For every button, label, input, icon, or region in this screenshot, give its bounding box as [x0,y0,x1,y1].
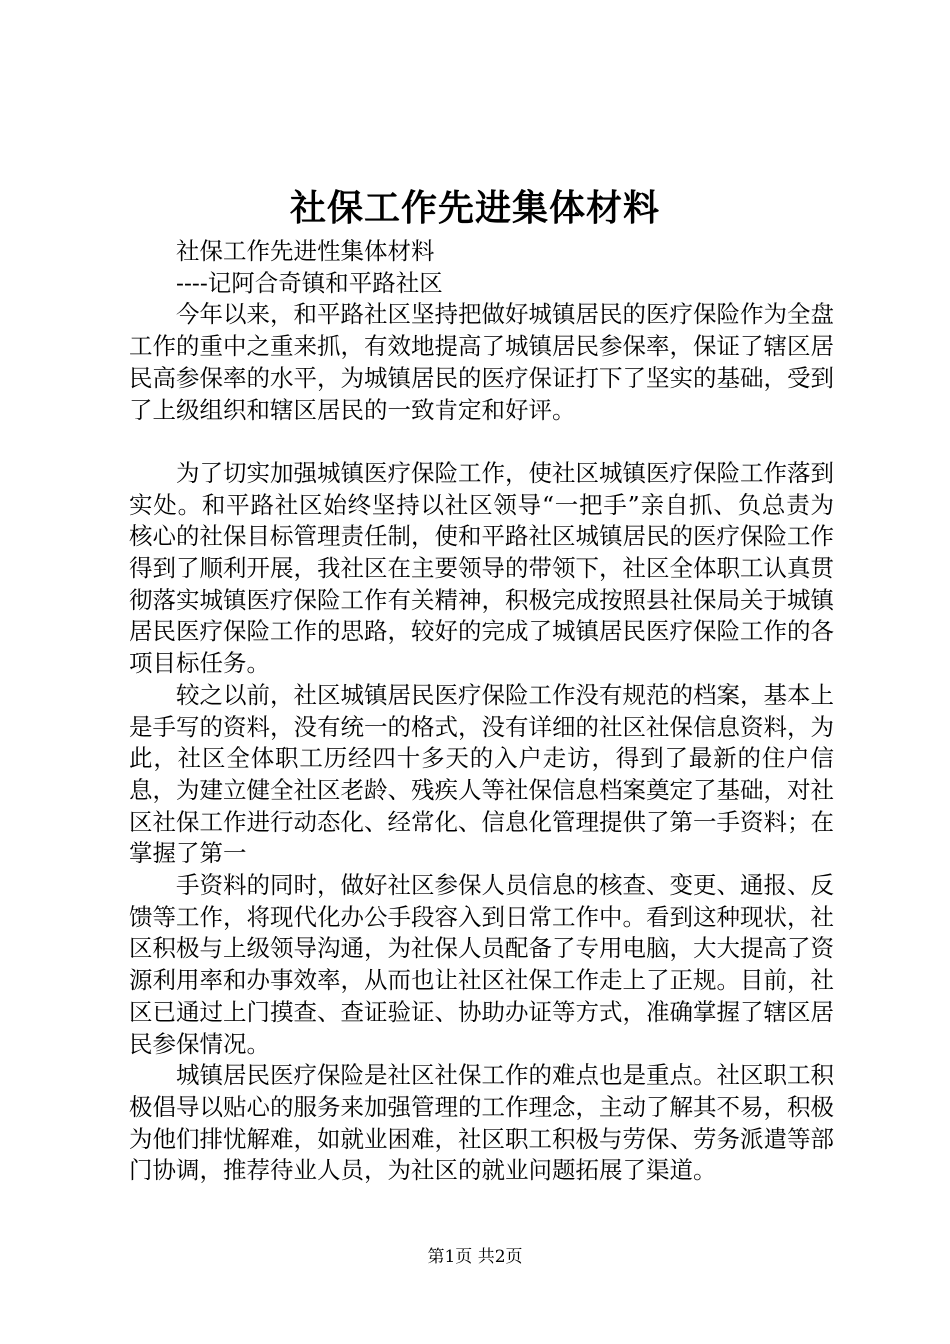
body-paragraph: 手资料的同时，做好社区参保人员信息的核查、变更、通报、反馈等工作，将现代化办公手段容入到日常工作中。看到这种现状，社区积极与上级领导沟通，为社保人员配备了专用电脑，大大提高了资源利用率和办事效率，从而也让社区社保工作走上了正规。目前，社区已通过上门摸查、查证验证、协助办证等方式，准确掌握了辖区居民参保情况。 [129,871,834,1058]
body-paragraph: 较之以前，社区城镇居民医疗保险工作没有规范的档案，基本上是手写的资料，没有统一的格式，没有详细的社区社保信息资料，为此，社区全体职工历经四十多天的入户走访，得到了最新的住户信息，为建立健全社区老龄、残疾人等社保信息档案奠定了基础，对社区社保工作进行动态化、经常化、信息化管理提供了第一手资料；在掌握了第一 [129,680,834,868]
document-body [129,236,834,1187]
body-paragraph: 为了切实加强城镇医疗保险工作，使社区城镇医疗保险工作落到实处。和平路社区始终坚持以社区领导“一把手”亲自抓、负总责为核心的社保目标管理责任制，使和平路社区城镇居民的医疗保险工作得到了顺利开展，我社区在主要领导的带领下，社区全体职工认真贯彻落实城镇医疗保险工作有关精神，积极完成按照县社保局关于城镇居民医疗保险工作的思路，较好的完成了城镇居民医疗保险工作的各项目标任务。 [129,458,834,678]
page-footer: 第1页 共2页 [427,1247,523,1267]
body-paragraph: 城镇居民医疗保险是社区社保工作的难点也是重点。社区职工积极倡导以贴心的服务来加强管理的工作理念，主动了解其不易，积极为他们排忧解难，如就业困难，社区职工积极与劳保、劳务派遣等部门协调，推荐待业人员，为社区的就业问题拓展了渠道。 [129,1061,834,1185]
body-paragraph: 今年以来，和平路社区坚持把做好城镇居民的医疗保险作为全盘工作的重中之重来抓，有效地提高了城镇居民参保率，保证了辖区居民高参保率的水平，为城镇居民的医疗保证打下了坚实的基础，受到了上级组织和辖区居民的一致肯定和好评。 [129,300,834,424]
document-title: 社保工作先进集体材料 [289,187,660,229]
subtitle-paragraph: 社保工作先进性集体材料 [176,237,435,265]
byline-paragraph: ----记阿合奇镇和平路社区 [176,268,443,297]
